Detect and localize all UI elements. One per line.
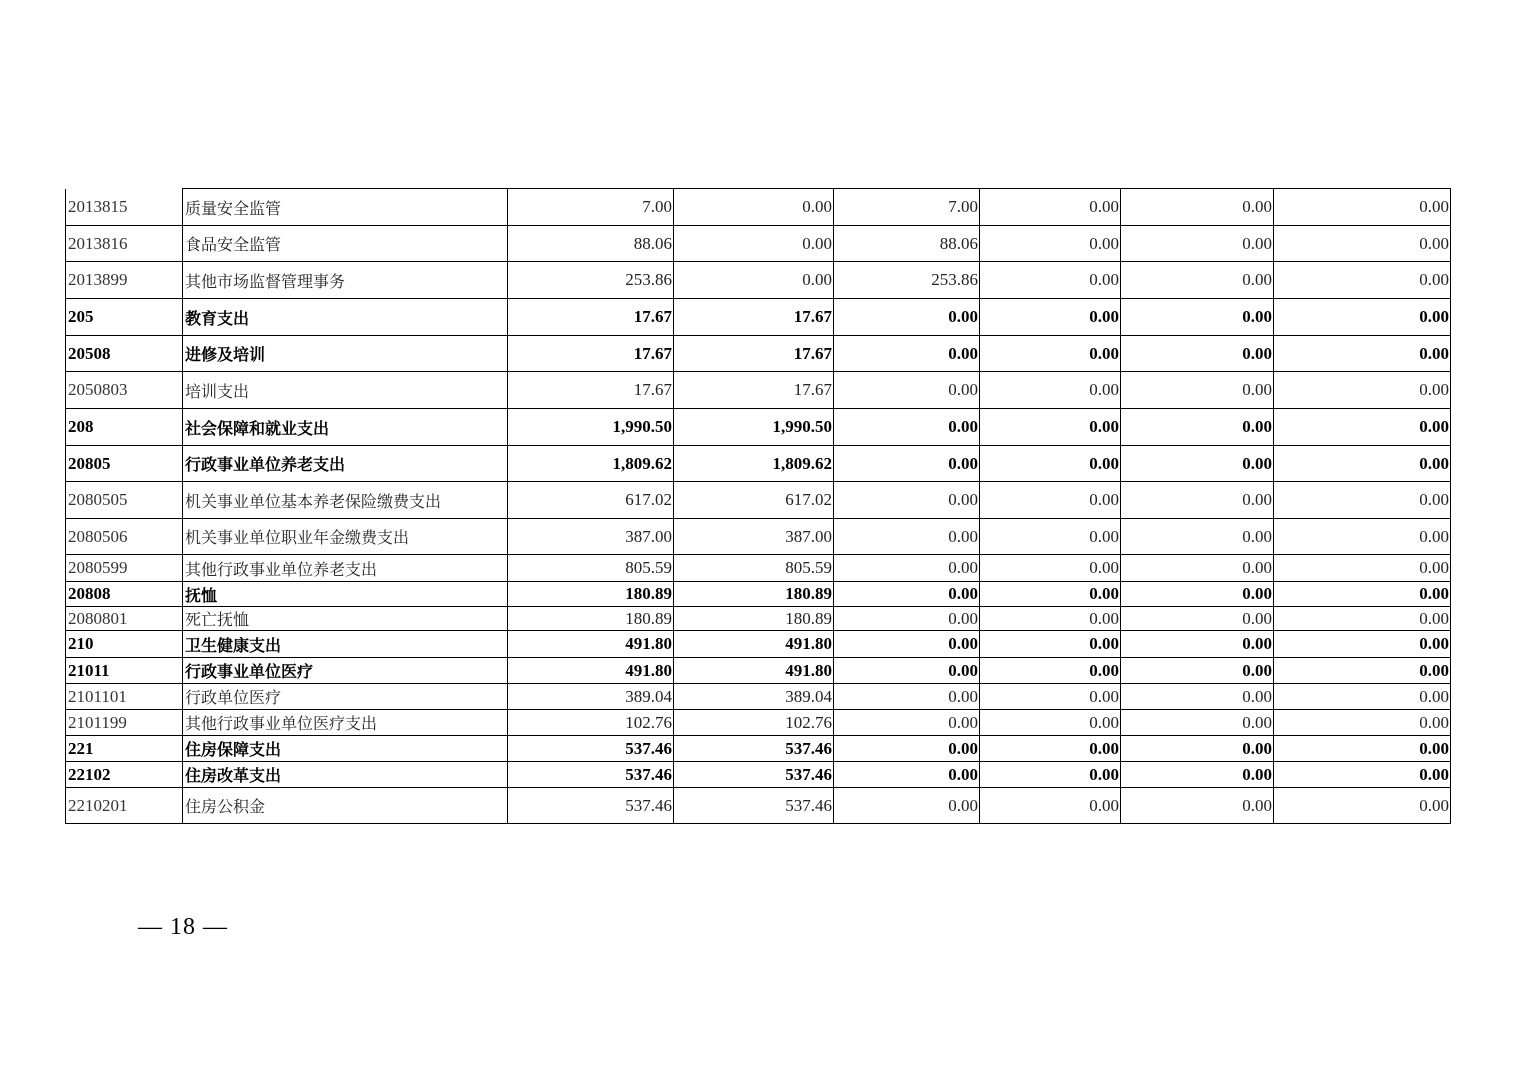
row-value-3: 0.00 [834,299,980,336]
row-value-6: 0.00 [1274,262,1451,299]
table-row [66,555,1451,582]
row-value-2: 180.89 [674,607,834,631]
row-value-2: 389.04 [674,684,834,710]
row-value-5: 0.00 [1121,736,1274,762]
row-value-2: 180.89 [674,582,834,607]
row-value-3: 0.00 [834,607,980,631]
row-value-4: 0.00 [980,631,1121,658]
row-value-2: 387.00 [674,519,834,555]
table-row [66,762,1451,788]
row-value-4: 0.00 [980,607,1121,631]
row-value-1: 253.86 [508,262,674,299]
row-value-2: 537.46 [674,788,834,824]
row-name: 社会保障和就业支出 [183,409,508,446]
row-name: 质量安全监管 [183,189,508,226]
row-value-5: 0.00 [1121,189,1274,226]
row-name: 食品安全监管 [183,226,508,262]
row-value-4: 0.00 [980,226,1121,262]
row-value-1: 7.00 [508,189,674,226]
row-value-5: 0.00 [1121,336,1274,372]
row-value-4: 0.00 [980,262,1121,299]
row-name: 住房公积金 [183,788,508,824]
row-code: 2080801 [66,607,183,631]
row-value-1: 1,809.62 [508,446,674,482]
row-code: 2101101 [66,684,183,710]
row-code: 2101199 [66,710,183,736]
row-code: 210 [66,631,183,658]
row-name: 教育支出 [183,299,508,336]
row-value-4: 0.00 [980,582,1121,607]
row-value-6: 0.00 [1274,555,1451,582]
row-value-1: 491.80 [508,631,674,658]
row-value-1: 491.80 [508,658,674,684]
table-row [66,788,1451,824]
row-value-5: 0.00 [1121,631,1274,658]
row-code: 22102 [66,762,183,788]
row-value-6: 0.00 [1274,582,1451,607]
table-row [66,299,1451,336]
row-value-2: 537.46 [674,736,834,762]
row-code: 2013816 [66,226,183,262]
table-row [66,372,1451,409]
table-row [66,482,1451,519]
row-value-6: 0.00 [1274,710,1451,736]
row-value-1: 1,990.50 [508,409,674,446]
row-name: 培训支出 [183,372,508,409]
row-name: 住房改革支出 [183,762,508,788]
row-value-5: 0.00 [1121,409,1274,446]
row-name: 行政事业单位养老支出 [183,446,508,482]
row-value-4: 0.00 [980,482,1121,519]
row-value-3: 0.00 [834,710,980,736]
row-code: 205 [66,299,183,336]
page-number: — 18 — [138,914,228,940]
table-row [66,446,1451,482]
row-value-3: 0.00 [834,409,980,446]
row-value-2: 617.02 [674,482,834,519]
row-value-1: 617.02 [508,482,674,519]
row-value-6: 0.00 [1274,226,1451,262]
row-value-4: 0.00 [980,299,1121,336]
table-row [66,189,1451,226]
row-value-3: 0.00 [834,788,980,824]
row-value-3: 0.00 [834,684,980,710]
row-value-4: 0.00 [980,736,1121,762]
table-row [66,710,1451,736]
row-value-3: 88.06 [834,226,980,262]
row-value-5: 0.00 [1121,607,1274,631]
row-value-6: 0.00 [1274,372,1451,409]
table-row [66,736,1451,762]
row-value-2: 491.80 [674,658,834,684]
row-name: 行政单位医疗 [183,684,508,710]
row-value-2: 0.00 [674,262,834,299]
row-code: 21011 [66,658,183,684]
table-row [66,409,1451,446]
row-value-2: 491.80 [674,631,834,658]
row-value-2: 17.67 [674,336,834,372]
row-name: 抚恤 [183,582,508,607]
row-value-1: 102.76 [508,710,674,736]
row-value-1: 180.89 [508,607,674,631]
row-value-3: 253.86 [834,262,980,299]
row-value-5: 0.00 [1121,788,1274,824]
row-value-3: 0.00 [834,762,980,788]
row-value-4: 0.00 [980,762,1121,788]
row-name: 其他行政事业单位养老支出 [183,555,508,582]
row-value-6: 0.00 [1274,762,1451,788]
table-row [66,607,1451,631]
row-code: 20808 [66,582,183,607]
table-row [66,684,1451,710]
row-value-3: 0.00 [834,582,980,607]
row-value-5: 0.00 [1121,710,1274,736]
row-value-6: 0.00 [1274,189,1451,226]
row-value-6: 0.00 [1274,788,1451,824]
row-code: 2013899 [66,262,183,299]
row-value-6: 0.00 [1274,519,1451,555]
row-value-3: 0.00 [834,482,980,519]
row-value-1: 805.59 [508,555,674,582]
row-value-5: 0.00 [1121,482,1274,519]
row-value-3: 0.00 [834,446,980,482]
row-value-5: 0.00 [1121,658,1274,684]
row-value-6: 0.00 [1274,658,1451,684]
table-row [66,582,1451,607]
row-value-5: 0.00 [1121,555,1274,582]
row-value-1: 537.46 [508,736,674,762]
row-value-1: 537.46 [508,762,674,788]
row-value-5: 0.00 [1121,299,1274,336]
row-value-6: 0.00 [1274,482,1451,519]
row-code: 2013815 [66,189,183,226]
budget-table [65,188,1451,824]
table-row [66,226,1451,262]
table-body [66,189,1451,824]
row-value-6: 0.00 [1274,299,1451,336]
table-row [66,519,1451,555]
row-code: 20508 [66,336,183,372]
row-value-4: 0.00 [980,555,1121,582]
row-code: 2080599 [66,555,183,582]
row-code: 2080505 [66,482,183,519]
row-value-4: 0.00 [980,336,1121,372]
row-value-4: 0.00 [980,409,1121,446]
row-value-2: 537.46 [674,762,834,788]
row-value-3: 0.00 [834,372,980,409]
row-value-1: 17.67 [508,336,674,372]
row-name: 卫生健康支出 [183,631,508,658]
row-value-6: 0.00 [1274,631,1451,658]
row-value-4: 0.00 [980,519,1121,555]
row-value-2: 0.00 [674,189,834,226]
row-value-5: 0.00 [1121,684,1274,710]
row-value-5: 0.00 [1121,582,1274,607]
row-value-3: 0.00 [834,555,980,582]
row-value-3: 7.00 [834,189,980,226]
row-value-3: 0.00 [834,519,980,555]
row-value-5: 0.00 [1121,262,1274,299]
row-value-3: 0.00 [834,736,980,762]
row-value-6: 0.00 [1274,684,1451,710]
row-value-4: 0.00 [980,372,1121,409]
row-value-4: 0.00 [980,189,1121,226]
row-code: 2050803 [66,372,183,409]
row-value-2: 17.67 [674,372,834,409]
table-row [66,658,1451,684]
row-value-6: 0.00 [1274,446,1451,482]
row-value-2: 1,809.62 [674,446,834,482]
row-name: 死亡抚恤 [183,607,508,631]
row-value-5: 0.00 [1121,519,1274,555]
row-value-5: 0.00 [1121,762,1274,788]
row-value-2: 0.00 [674,226,834,262]
row-value-2: 17.67 [674,299,834,336]
row-name: 机关事业单位基本养老保险缴费支出 [183,482,508,519]
row-code: 20805 [66,446,183,482]
table-row [66,262,1451,299]
row-value-3: 0.00 [834,631,980,658]
row-code: 208 [66,409,183,446]
row-value-6: 0.00 [1274,736,1451,762]
row-value-1: 387.00 [508,519,674,555]
row-value-2: 1,990.50 [674,409,834,446]
row-name: 其他市场监督管理事务 [183,262,508,299]
row-value-6: 0.00 [1274,409,1451,446]
row-name: 进修及培训 [183,336,508,372]
row-value-1: 17.67 [508,299,674,336]
row-value-3: 0.00 [834,336,980,372]
row-value-1: 88.06 [508,226,674,262]
table-row [66,336,1451,372]
row-value-6: 0.00 [1274,607,1451,631]
row-value-1: 389.04 [508,684,674,710]
row-value-4: 0.00 [980,658,1121,684]
row-value-4: 0.00 [980,684,1121,710]
row-value-5: 0.00 [1121,446,1274,482]
row-value-4: 0.00 [980,446,1121,482]
row-value-2: 805.59 [674,555,834,582]
row-code: 2210201 [66,788,183,824]
row-name: 住房保障支出 [183,736,508,762]
row-value-6: 0.00 [1274,336,1451,372]
row-value-5: 0.00 [1121,226,1274,262]
row-value-2: 102.76 [674,710,834,736]
row-name: 机关事业单位职业年金缴费支出 [183,519,508,555]
row-value-4: 0.00 [980,788,1121,824]
row-value-1: 537.46 [508,788,674,824]
row-name: 行政事业单位医疗 [183,658,508,684]
row-value-5: 0.00 [1121,372,1274,409]
row-value-1: 180.89 [508,582,674,607]
row-name: 其他行政事业单位医疗支出 [183,710,508,736]
table-row [66,631,1451,658]
row-value-1: 17.67 [508,372,674,409]
row-code: 2080506 [66,519,183,555]
row-code: 221 [66,736,183,762]
row-value-4: 0.00 [980,710,1121,736]
row-value-3: 0.00 [834,658,980,684]
